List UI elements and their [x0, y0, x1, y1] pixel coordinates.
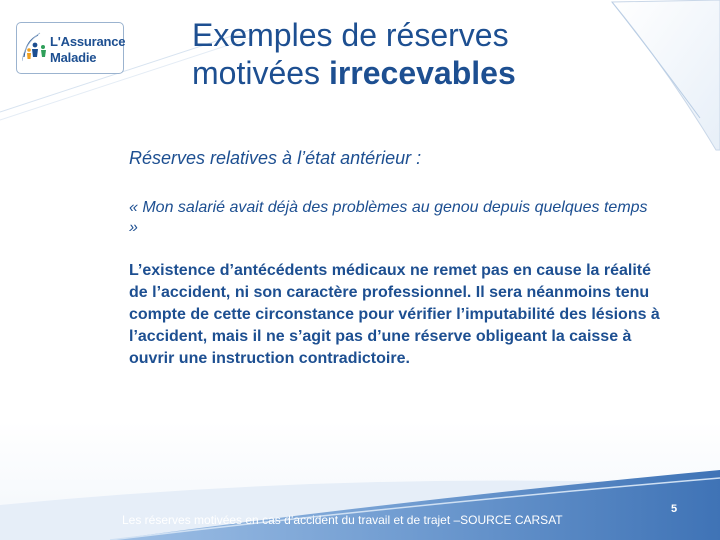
slide-title-line2-bold: irrecevables [328, 55, 516, 91]
logo-text-line1: L'Assurance [50, 34, 126, 49]
slide-title-line2 [192, 54, 632, 92]
logo-text-line2: Maladie [50, 50, 97, 65]
slide-title-line2-normal: motivées [192, 55, 329, 91]
section-subtitle: Réserves relatives à l’état antérieur : [129, 148, 422, 168]
logo-figures-icon [22, 31, 50, 67]
slide-title [192, 16, 632, 92]
slide-title-line1: Exemples de réserves [192, 17, 509, 53]
page-number: 5 [670, 503, 678, 515]
footer-text: Les réserves motivées en cas d’accident du travail et de trajet –SOURCE CARSAT [122, 513, 563, 527]
explanation-paragraph: L’existence d’antécédents médicaux ne remet pas en cause la réalité de l’accident, ni son caractère professionnel. Il sera néanmoins tenu compte de cette circonstance pour vérifier l’imputabilité des lésions à l’accident, mais il ne s’agit pas d’une réserve obligeant la caisse à ouvrir une instruction contradictoire. [129, 262, 660, 367]
example-quote: « Mon salarié avait déjà des problèmes au genou depuis quelques temps » [129, 199, 648, 236]
assurance-maladie-logo[interactable] [16, 22, 124, 74]
